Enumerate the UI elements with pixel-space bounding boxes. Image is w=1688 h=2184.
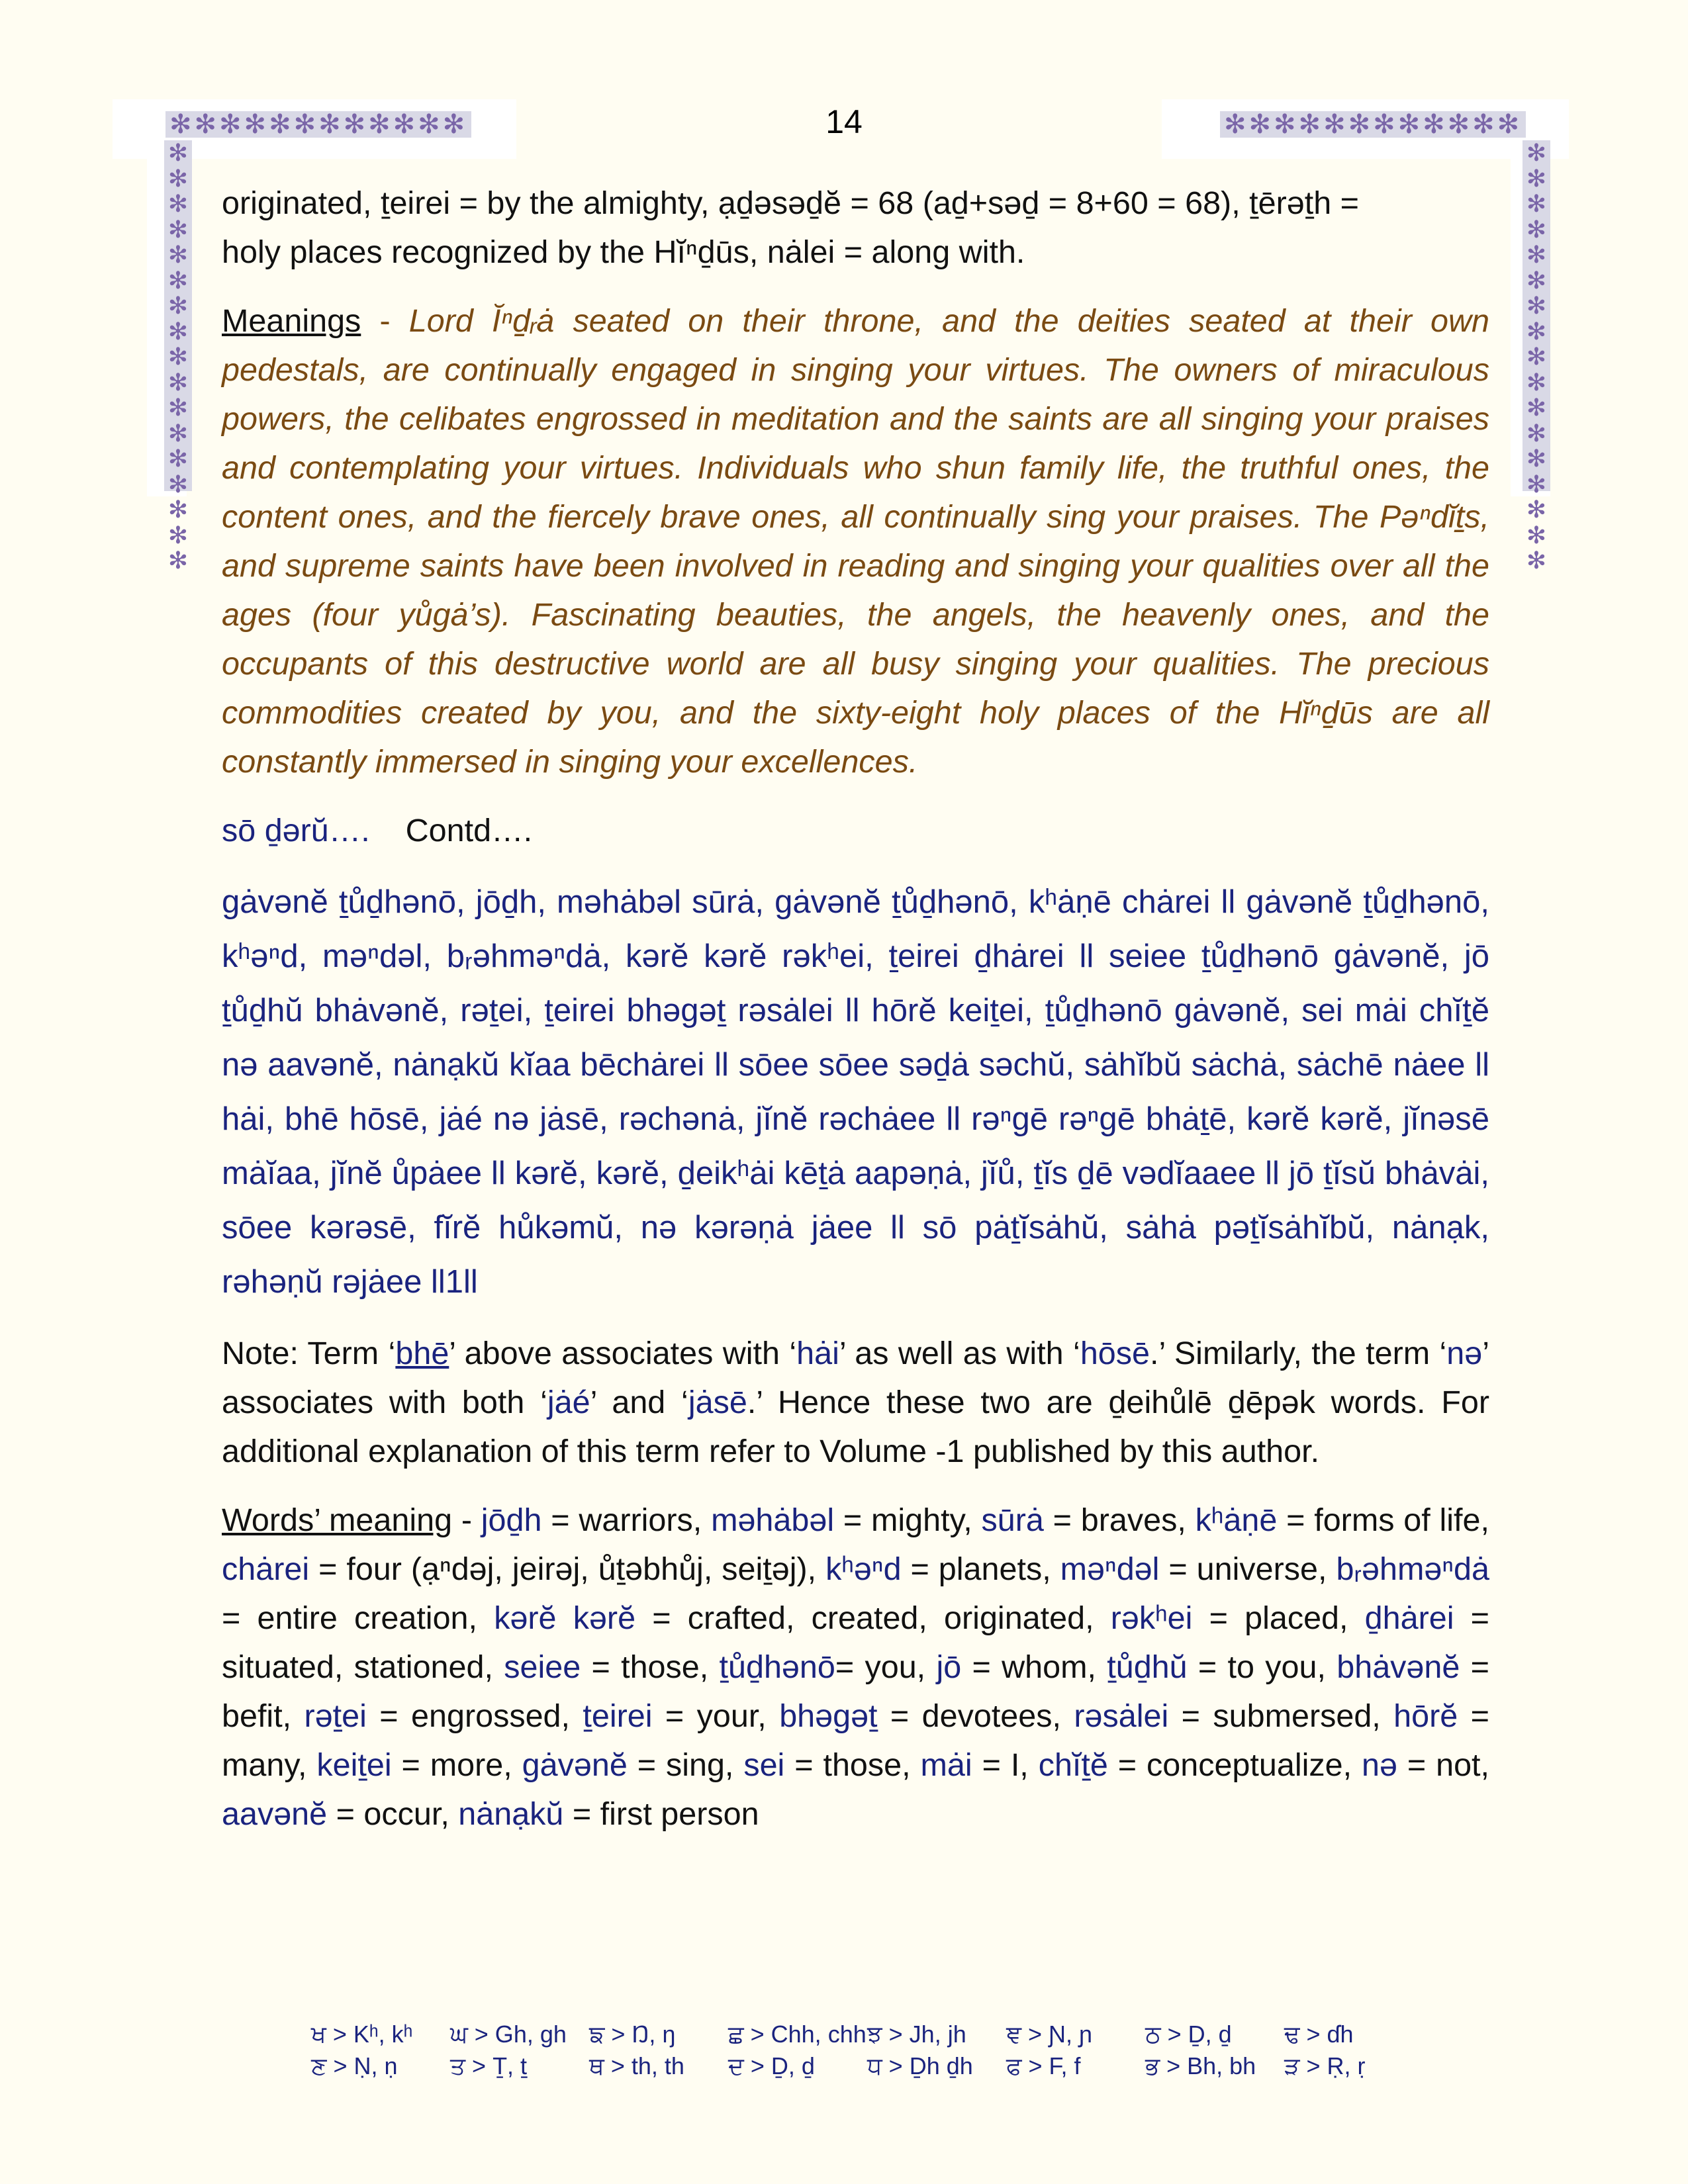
words-meaning-definition: = your, xyxy=(652,1698,780,1734)
words-meaning-term: hōrĕ xyxy=(1393,1698,1458,1734)
words-meaning-label: Words’ meaning xyxy=(222,1502,453,1538)
words-meaning-term: ṯůḏhŭ xyxy=(1107,1649,1188,1685)
words-meaning-term: bhȧvənĕ xyxy=(1336,1649,1460,1685)
transliteration-key xyxy=(311,2019,1423,2082)
words-meaning-definition: = those, xyxy=(581,1649,720,1685)
words-meaning-definition: = four (ạⁿdəj, jeirəj, ůṯəbhůj, seiṯəj), xyxy=(309,1551,826,1587)
words-meaning-term: seiee xyxy=(504,1649,581,1685)
ornament-top-right: ✻✻✻✻✻✻✻✻✻✻✻✻ xyxy=(1220,111,1526,138)
meanings-label: Meanings xyxy=(222,303,361,339)
words-meaning-definition: = sing, xyxy=(627,1747,744,1783)
words-meaning-definition: = first person xyxy=(563,1796,759,1832)
note-part: ’ as well as with ‘ xyxy=(839,1336,1080,1371)
words-meaning-term: nə xyxy=(1362,1747,1397,1783)
words-meaning-definition: = braves, xyxy=(1043,1502,1196,1538)
note-part: ’ associates with both ‘ xyxy=(222,1336,1490,1420)
words-meaning-term: ḏhȧrei xyxy=(1364,1600,1454,1636)
contd-label: Contd…. xyxy=(405,813,533,848)
words-meaning-term: sūrȧ xyxy=(981,1502,1044,1538)
translit-row-2 xyxy=(311,2050,1423,2082)
note-part: ’ above associates with ‘ xyxy=(449,1336,797,1371)
ornament-top-left: ✻✻✻✻✻✻✻✻✻✻✻✻ xyxy=(165,111,471,138)
words-meaning-definition: = universe, xyxy=(1159,1551,1336,1587)
words-meaning-term: rəsȧlei xyxy=(1074,1698,1169,1734)
words-meaning-definition: = forms of life, xyxy=(1277,1502,1489,1538)
translit-entry: ਭ > Bh, bh xyxy=(1145,2052,1256,2079)
note-part: .’ Hence these two are ḏeihůlē ḏēpək words. For additional explanation of this term refer to Volume -1 published by this author. xyxy=(222,1385,1489,1469)
words-meaning-term: bhəgəṯ xyxy=(779,1698,878,1734)
words-meaning-definition: = I, xyxy=(972,1747,1039,1783)
words-meaning-term: gȧvənĕ xyxy=(522,1747,628,1783)
words-meaning-definition: = you, xyxy=(835,1649,937,1685)
words-meaning-definition: = whom, xyxy=(961,1649,1107,1685)
translit-row-1 xyxy=(311,2019,1423,2050)
note-word: bhē xyxy=(395,1336,449,1371)
words-meaning-term: sei xyxy=(743,1747,785,1783)
translit-entry: ਠ > Ḏ, ḏ xyxy=(1145,2021,1232,2048)
verse-text: gȧvənĕ ṯůḏhənō, jōḏh, məhȧbəl sūrȧ, gȧvənĕ ṯůḏhənō, kʰȧṇē chȧrei ll gȧvənĕ ṯůḏhənō, kʰəⁿd, məⁿdəl, bᵣəhməⁿdȧ, kərĕ kərĕ rəkʰei, ṯeirei ḏhȧrei ll seiee ṯůḏhənō gȧvənĕ, jō ṯůḏhŭ bhȧvənĕ, rəṯei, ṯeirei bhəgəṯ rəsȧlei ll hōrĕ keiṯei, ṯůḏhənō gȧvənĕ, sei mȧi chĭṯĕ nə aavənĕ, nȧnạkŭ kĭaa bēchȧrei ll sōee sōee səḏȧ səchŭ, sȧhĭbŭ sȧchȧ, sȧchē nȧee ll hȧi, bhē hōsē, jȧé nə jȧsē, rəchənȧ, jĭnĕ rəchȧee ll rəⁿgē rəⁿgē bhȧṯē, kərĕ kərĕ, jĭnəsē mȧĭaa, jĭnĕ ůpȧee ll kərĕ, kərĕ, ḏeikʰȧi kēṯȧ aapəṇȧ, jĭů, ṯĭs ḏē vədĭaaee ll jō ṯĭsŭ bhȧvȧi, sōee kərəsē, fĭrĕ hůkəmŭ, nə kərəṇȧ jȧee ll sō pȧṯĭsȧhŭ, sȧhȧ pəṯĭsȧhĭbŭ, nȧnạk, rəhəṇŭ rəjȧee ll1ll xyxy=(222,884,1489,1300)
words-meaning-definition: = more, xyxy=(391,1747,522,1783)
translit-entry: ਛ > Chh, chh xyxy=(728,2021,867,2048)
note-part: .’ Similarly, the term ‘ xyxy=(1149,1336,1447,1371)
ornament-right-column: ✻✻✻✻✻✻✻✻✻✻✻✻✻✻✻✻✻ xyxy=(1523,140,1550,491)
words-meaning-term: aavənĕ xyxy=(222,1796,328,1832)
words-meaning-term: məⁿdəl xyxy=(1060,1551,1160,1587)
meanings-paragraph xyxy=(222,296,1489,786)
words-meaning-term: ṯůḏhənō xyxy=(719,1649,835,1685)
note-part: Note: Term ‘ xyxy=(222,1336,396,1371)
translit-entry: ਧ > Ḏh ḏh xyxy=(867,2052,973,2079)
words-meaning-term: ṯeirei xyxy=(583,1698,653,1734)
words-meaning-term: rəkʰei xyxy=(1110,1600,1193,1636)
words-meaning-definition: = occur, xyxy=(327,1796,459,1832)
words-meaning-definition: = not, xyxy=(1397,1747,1490,1783)
note-word: jȧé xyxy=(547,1385,590,1420)
words-meaning-term: chȧrei xyxy=(222,1551,310,1587)
translit-entry: ਙ > Ŋ, ŋ xyxy=(589,2021,676,2048)
words-meaning-term: nȧnạkŭ xyxy=(458,1796,564,1832)
translit-entry: ਢ > ɗh xyxy=(1284,2021,1354,2048)
page-number: 14 xyxy=(825,103,863,140)
words-meaning-definition: = conceptualize, xyxy=(1107,1747,1362,1783)
words-meaning-term: kʰəⁿd xyxy=(825,1551,902,1587)
words-meaning-definition: = many, xyxy=(222,1698,1489,1783)
translit-entry: ਞ > Ɲ, ɲ xyxy=(1006,2021,1093,2048)
words-meaning-term: mȧi xyxy=(920,1747,972,1783)
translit-entry: ਥ > th, th xyxy=(589,2052,684,2079)
intro-line-1: originated, ṯeirei = by the almighty, ạḏəsəḏĕ = 68 (aḏ+səḏ = 8+60 = 68), ṯērəṯh = xyxy=(222,185,1359,221)
words-meaning-term: jōḏh xyxy=(481,1502,542,1538)
words-meaning-term: jō xyxy=(936,1649,962,1685)
words-meaning-dash: - xyxy=(452,1502,481,1538)
note-word: hȧi xyxy=(796,1336,839,1371)
meanings-dash: - xyxy=(361,303,409,339)
verse-start: sō ḏərŭ…. xyxy=(222,813,370,848)
words-meaning-term: keiṯei xyxy=(316,1747,392,1783)
page-body xyxy=(222,179,1489,1839)
words-meaning-definition: = to you, xyxy=(1187,1649,1337,1685)
note-part: ’ and ‘ xyxy=(590,1385,688,1420)
translit-entry: ਫ > F, f xyxy=(1006,2052,1081,2079)
words-meaning-definition: = crafted, created, originated, xyxy=(635,1600,1111,1636)
words-meaning-definition: = mighty, xyxy=(834,1502,982,1538)
words-meaning-definition: = those, xyxy=(784,1747,921,1783)
words-meaning-paragraph xyxy=(222,1496,1489,1839)
words-meaning-term: məhȧbəl xyxy=(711,1502,835,1538)
words-meaning-definition: = submersed, xyxy=(1168,1698,1394,1734)
words-meaning-definition: = entire creation, xyxy=(222,1600,494,1636)
words-meaning-term: bᵣəhməⁿdȧ xyxy=(1336,1551,1489,1587)
contd-line xyxy=(222,806,1489,855)
ornament-left-column: ✻✻✻✻✻✻✻✻✻✻✻✻✻✻✻✻✻ xyxy=(164,140,192,491)
words-meaning-term: rəṯei xyxy=(304,1698,367,1734)
words-meaning-definition: = devotees, xyxy=(877,1698,1074,1734)
note-word: jȧsē xyxy=(688,1385,747,1420)
words-meaning-definition: = engrossed, xyxy=(366,1698,583,1734)
words-meaning-definition: = planets, xyxy=(901,1551,1060,1587)
intro-line-2: holy places recognized by the Hĭⁿḏūs, nȧlei = along with. xyxy=(222,234,1025,270)
translit-entry: ਤ > Ṯ, ṯ xyxy=(450,2052,528,2079)
translit-entry: ਝ > Jh, jh xyxy=(867,2021,966,2048)
translit-entry: ਦ > Ḏ, ḏ xyxy=(728,2052,815,2079)
note-paragraph xyxy=(222,1329,1489,1476)
words-meaning-definition: = placed, xyxy=(1192,1600,1365,1636)
words-meaning-definition: = situated, stationed, xyxy=(222,1600,1489,1685)
translit-entry: ੜ > Ṛ, ṛ xyxy=(1284,2052,1366,2079)
intro-paragraph xyxy=(222,179,1489,277)
words-meaning-definition: = befit, xyxy=(222,1649,1489,1734)
note-word: nə xyxy=(1446,1336,1483,1371)
translit-entry: ਣ > Ṇ, ṇ xyxy=(311,2052,398,2079)
words-meaning-definition: = warriors, xyxy=(541,1502,712,1538)
translit-entry: ਘ > Gh, gh xyxy=(450,2021,567,2048)
words-meaning-term: kərĕ kərĕ xyxy=(494,1600,636,1636)
words-meaning-term: chĭṯĕ xyxy=(1038,1747,1108,1783)
meanings-text: Lord Ĭⁿḏᵣȧ seated on their throne, and the deities seated at their own pedestals, are continually engaged in singing your virtues. The owners of miraculous powers, the celibates engrossed in meditation and the saints are all singing your praises and contemplating your virtues. Individuals who shun family life, the truthful ones, the content ones, and the fiercely brave ones, all continually sing your praises. The Pəⁿdĭṯs, and supreme saints have been involved in reading and singing your qualities over all the ages (four yůgȧ’s). Fascinating beauties, the angels, the heavenly ones, and the occupants of this destructive world are all busy singing your qualities. The precious commodities created by you, and the sixty-eight holy places of the Hĭⁿḏūs are all constantly immersed in singing your excellences. xyxy=(222,303,1489,780)
note-word: hōsē xyxy=(1080,1336,1150,1371)
words-meaning-term: kʰȧṇē xyxy=(1195,1502,1278,1538)
translit-entry: ਖ > Kʰ, kʰ xyxy=(311,2021,413,2048)
